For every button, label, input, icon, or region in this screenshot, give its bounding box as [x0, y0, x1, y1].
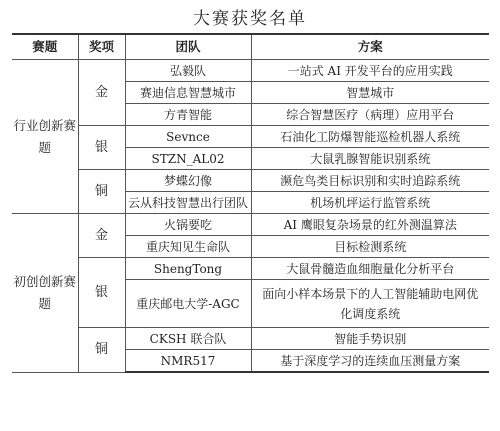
award-level-cell: 金 [78, 214, 125, 258]
team-cell: 火锅要吃 [125, 214, 251, 236]
plan-cell: 目标检测系统 [251, 236, 489, 258]
table-row [12, 60, 489, 82]
team-cell: 云从科技智慧出行团队 [125, 192, 251, 214]
track-cell: 初创创新赛题 [12, 214, 78, 373]
team-cell: CKSH 联合队 [125, 328, 251, 350]
plan-cell: 综合智慧医疗（病理）应用平台 [251, 104, 489, 126]
plan-cell: AI 鹰眼复杂场景的红外测温算法 [251, 214, 489, 236]
plan-cell: 智慧城市 [251, 82, 489, 104]
team-cell: 重庆知见生命队 [125, 236, 251, 258]
header-track: 赛题 [12, 34, 78, 60]
award-level-cell: 金 [78, 60, 125, 126]
team-cell: 梦蝶幻像 [125, 170, 251, 192]
team-cell: ShengTong [125, 258, 251, 280]
plan-cell: 一站式 AI 开发平台的应用实践 [251, 60, 489, 82]
header-team: 团队 [125, 34, 251, 60]
team-cell: 弘毅队 [125, 60, 251, 82]
award-level-cell: 银 [78, 126, 125, 170]
team-cell: Sevnce [125, 126, 251, 148]
team-cell: 赛迪信息智慧城市 [125, 82, 251, 104]
plan-cell: 面向小样本场景下的人工智能辅助电网优化调度系统 [251, 280, 489, 328]
table-row [12, 328, 489, 350]
plan-cell: 大鼠骨髓造血细胞量化分析平台 [251, 258, 489, 280]
table-header-row [12, 34, 489, 60]
award-level-cell: 铜 [78, 328, 125, 373]
team-cell: 重庆邮电大学-AGC [125, 280, 251, 328]
award-level-cell: 铜 [78, 170, 125, 214]
table-row [12, 126, 489, 148]
plan-cell: 智能手势识别 [251, 328, 489, 350]
plan-cell: 石油化工防爆智能巡检机器人系统 [251, 126, 489, 148]
table-row [12, 170, 489, 192]
plan-cell: 基于深度学习的连续血压测量方案 [251, 350, 489, 373]
table-row [12, 214, 489, 236]
table-row [12, 258, 489, 280]
header-plan: 方案 [251, 34, 489, 60]
team-cell: STZN_AL02 [125, 148, 251, 170]
header-award: 奖项 [78, 34, 125, 60]
plan-cell: 机场机坪运行监管系统 [251, 192, 489, 214]
track-cell: 行业创新赛题 [12, 60, 78, 214]
award-level-cell: 银 [78, 258, 125, 328]
plan-cell: 大鼠乳腺智能识别系统 [251, 148, 489, 170]
plan-cell: 濒危鸟类目标识别和实时追踪系统 [251, 170, 489, 192]
awards-table [12, 33, 489, 373]
page-title: 大赛获奖名单 [193, 9, 307, 29]
team-cell: NMR517 [125, 350, 251, 373]
team-cell: 方青智能 [125, 104, 251, 126]
